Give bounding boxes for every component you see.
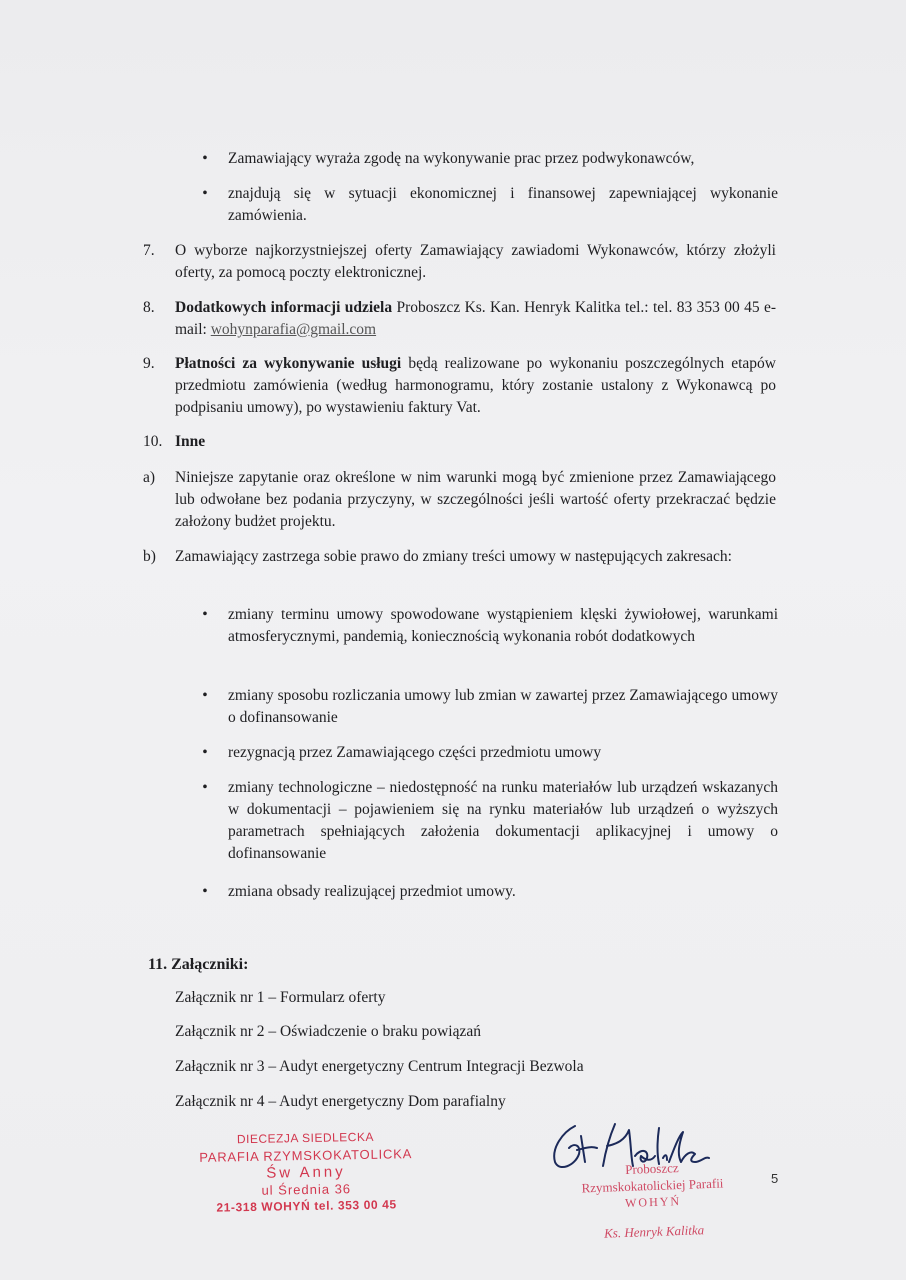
section-text [175,353,776,419]
attachment-item: Załącznik nr 1 – Formularz oferty [175,989,386,1006]
stamp-line: Św Anny [266,1163,346,1182]
bullet-dot: • [202,687,208,704]
bullet-text: zmiana obsady realizującej przedmiot umowy. [228,883,516,900]
section-7 [143,240,776,284]
section-10 [143,431,776,453]
attachment-item: Załącznik nr 2 – Oświadczenie o braku powiązań [175,1023,481,1040]
stamp-line: 21-318 WOHYŃ tel. 353 00 45 [216,1197,397,1215]
section-text: O wyborze najkorzystniejszej oferty Zamawiający zawiadomi Wykonawców, którzy złożyli oferty, za pomocą poczty elektronicznej. [175,242,776,281]
bullet-text: zmiany terminu umowy spowodowane wystąpieniem klęski żywiołowej, warunkami atmosferycznymi, pandemią, koniecznością wykonania robót dodatkowych [228,606,778,645]
stamp-line: Rzymskokatolickiej Parafii [581,1175,724,1196]
bullet-dot: • [202,150,208,167]
parish-stamp [195,1128,416,1217]
section-lead: Dodatkowych informacji udziela [175,299,393,316]
bullet-text: rezygnacją przez Zamawiającego części przedmiotu umowy [228,744,602,761]
bullet-item [200,148,778,170]
bullet-item [200,604,778,648]
subsection-letter: b) [143,548,156,565]
subsection-a [143,467,776,533]
bullet-text: zmiany sposobu rozliczania umowy lub zmian w zawartej przez Zamawiającego umowy o dofinansowanie [228,687,778,726]
section-lead: Inne [175,433,206,450]
bullet-text: Zamawiający wyraża zgodę na wykonywanie prac przez podwykonawców, [228,150,695,167]
attachments-heading: 11. Załączniki: [148,956,249,973]
section-number: 9. [143,355,155,372]
section-9 [143,353,776,419]
bullet-dot: • [202,779,208,796]
bullet-dot: • [202,883,208,900]
bullet-item [200,685,778,729]
section-heading [175,431,776,453]
section-text [175,297,776,341]
bullet-dot: • [202,185,208,202]
section-lead: Płatności za wykonywanie usługi [175,355,402,372]
subsection-b [143,546,776,568]
email-link[interactable]: wohynparafia@gmail.com [210,321,377,338]
subsection-letter: a) [143,469,156,486]
stamp-line: PARAFIA RZYMSKOKATOLICKA [199,1146,413,1165]
priest-stamp [547,1156,760,1243]
bullet-item [200,881,778,903]
stamp-line: DIECEZJA SIEDLECKA [236,1129,375,1147]
contact-text: Proboszcz Ks. Kan. Henryk Kalitka tel.: tel. 83 353 00 45 e-mail: [175,299,776,338]
section-number: 10. [143,433,163,450]
stamp-line: ul Średnia 36 [261,1181,352,1198]
section-8 [143,297,776,341]
bullet-text: znajdują się w sytuacji ekonomicznej i finansowej zapewniającej wykonanie zamówienia. [228,185,778,224]
bullet-text: zmiany technologiczne – niedostępność na runku materiałów lub urządzeń wskazanych w dokumentacji – pojawieniem się na rynku materiałów lub urządzeń o wyższych parametrach spełniających założenia dokumentacji aplikacyjnej i umowy o dofinansowanie [228,779,778,862]
payment-text: będą realizowane po wykonaniu poszczególnych etapów przedmiotu zamówienia (według harmonogramu, który zostanie ustalony z Wykonawcą po podpisaniu umowy), po wystawieniu faktury Vat. [175,355,776,416]
section-number: 8. [143,299,155,316]
attachment-item: Załącznik nr 3 – Audyt energetyczny Centrum Integracji Bezwola [175,1058,584,1075]
bullet-item [200,742,778,764]
stamp-line: Proboszcz [624,1160,679,1177]
subsection-text: Zamawiający zastrzega sobie prawo do zmiany treści umowy w następujących zakresach: [175,548,732,565]
bullet-item [200,777,778,865]
bullet-item [200,183,778,227]
page-number: 5 [771,1171,779,1186]
subsection-text: Niniejsze zapytanie oraz określone w nim warunki mogą być zmienione przez Zamawiającego lub odwołane bez podania przyczyny, w szczególności jeśli wartość oferty przekraczać będzie założony budżet projektu. [175,469,776,530]
stamp-line: Ks. Henryk Kalitka [603,1222,705,1241]
bullet-dot: • [202,606,208,623]
attachment-item: Załącznik nr 4 – Audyt energetyczny Dom parafialny [175,1093,506,1110]
stamp-line: WOHYŃ [624,1194,682,1210]
section-number: 7. [143,242,155,259]
bullet-dot: • [202,744,208,761]
